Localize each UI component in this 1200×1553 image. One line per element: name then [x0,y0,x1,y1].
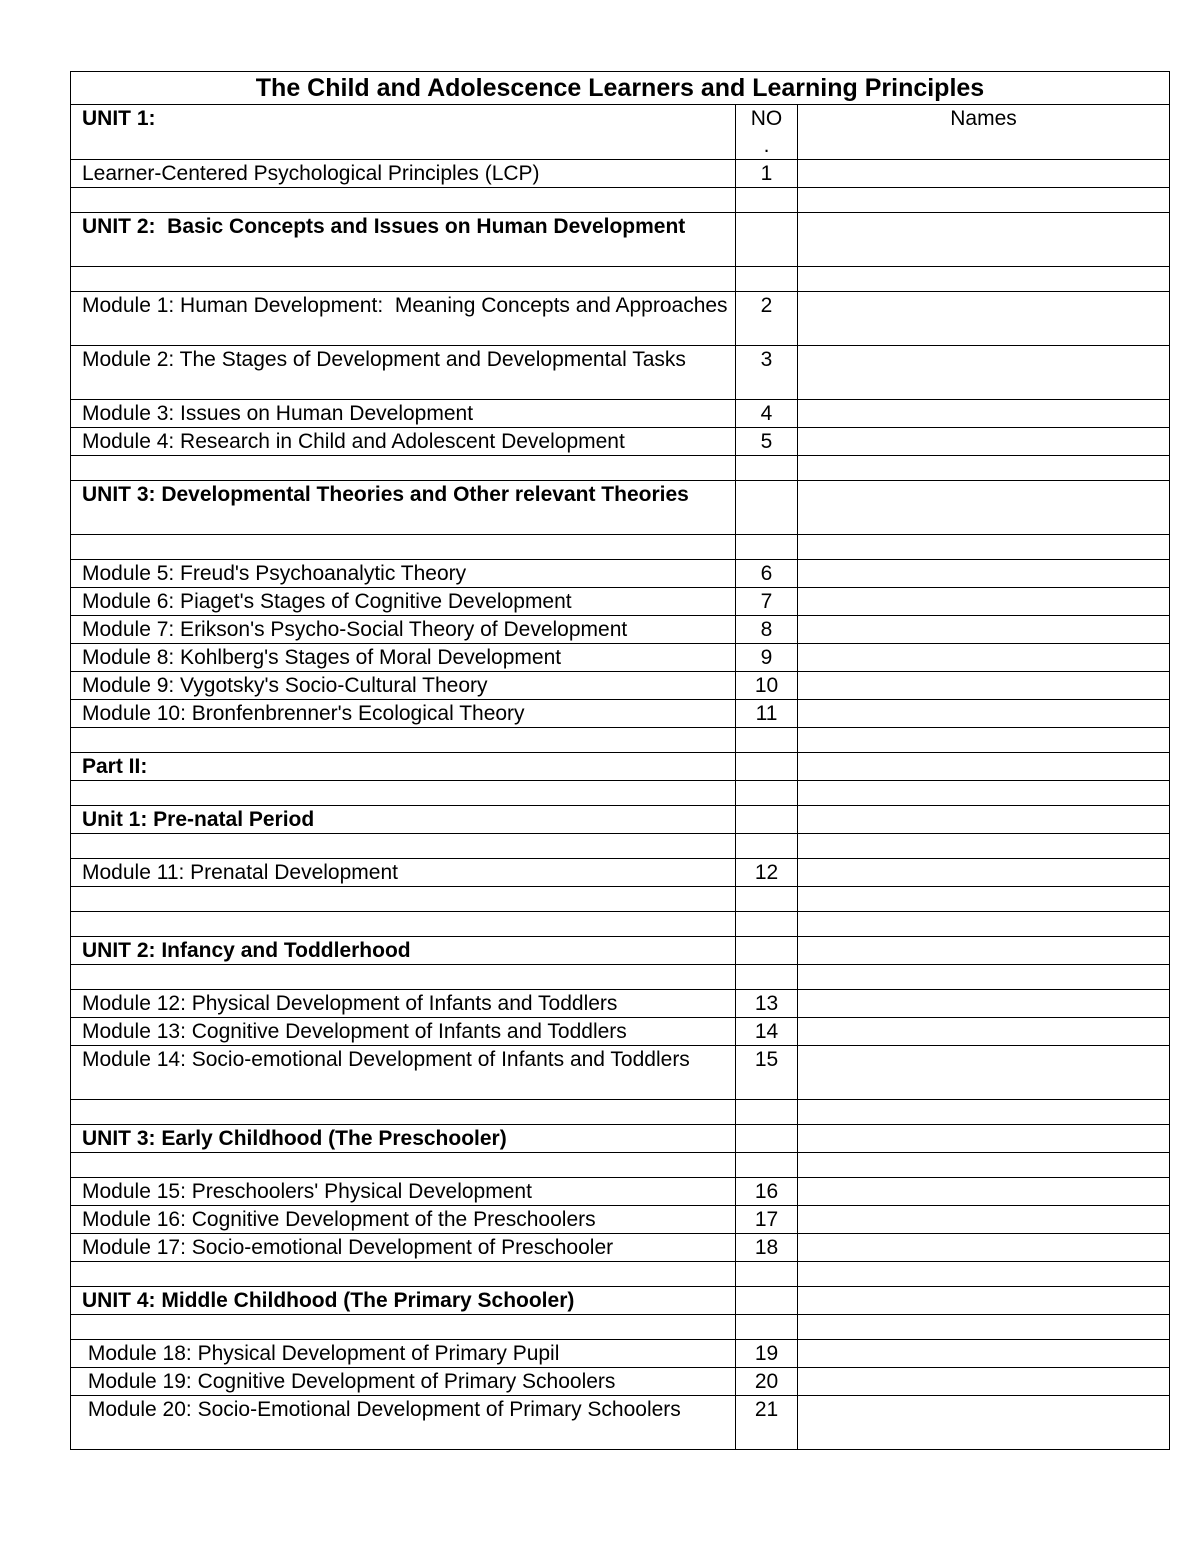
header-row [71,105,1170,160]
number-cell: 6 [736,560,798,588]
number-cell: 20 [736,1368,798,1396]
names-cell[interactable] [798,644,1170,672]
number-cell [736,753,798,781]
names-cell[interactable] [798,1153,1170,1178]
topic-cell [71,834,736,859]
table-row [71,616,1170,644]
table-row [71,400,1170,428]
number-cell [736,1287,798,1315]
topic-cell: Module 4: Research in Child and Adolescent Development [71,428,736,456]
topic-cell: Module 2: The Stages of Development and Developmental Tasks [71,346,736,400]
topic-cell: Module 12: Physical Development of Infants and Toddlers [71,990,736,1018]
topic-cell [71,912,736,937]
number-cell [736,937,798,965]
number-cell [736,267,798,292]
number-cell [736,887,798,912]
section-heading: UNIT 2: Basic Concepts and Issues on Human Development [71,213,736,267]
number-cell [736,481,798,535]
number-cell [736,456,798,481]
topic-cell [71,1315,736,1340]
number-cell [736,912,798,937]
topic-cell [71,728,736,753]
table-row [71,346,1170,400]
table-row [71,1262,1170,1287]
module-assignment-table [70,71,1170,1450]
names-cell[interactable] [798,834,1170,859]
section-heading: UNIT 3: Developmental Theories and Other relevant Theories [71,481,736,535]
number-cell [736,965,798,990]
names-cell[interactable] [798,535,1170,560]
table-row [71,267,1170,292]
topic-cell: Learner-Centered Psychological Principles (LCP) [71,160,736,188]
table-row [71,644,1170,672]
names-cell[interactable] [798,616,1170,644]
topic-cell: Module 19: Cognitive Development of Primary Schoolers [71,1368,736,1396]
number-cell: 9 [736,644,798,672]
table-row [71,560,1170,588]
section-heading: UNIT 2: Infancy and Toddlerhood [71,937,736,965]
number-cell [736,535,798,560]
number-cell [736,728,798,753]
number-cell: 14 [736,1018,798,1046]
number-cell: 4 [736,400,798,428]
number-cell: 16 [736,1178,798,1206]
table-row [71,1018,1170,1046]
header-names: Names [798,105,1170,160]
table-row [71,1340,1170,1368]
table-row [71,1287,1170,1315]
topic-cell [71,887,736,912]
number-cell [736,781,798,806]
table-row [71,1396,1170,1450]
topic-cell [71,1100,736,1125]
names-cell[interactable] [798,990,1170,1018]
table-row [71,728,1170,753]
table-row [71,481,1170,535]
number-cell: 12 [736,859,798,887]
names-cell[interactable] [798,1315,1170,1340]
table-row [71,160,1170,188]
topic-cell [71,535,736,560]
names-cell[interactable] [798,859,1170,887]
table-row [71,806,1170,834]
table-row [71,965,1170,990]
names-cell[interactable] [798,1206,1170,1234]
names-cell[interactable] [798,728,1170,753]
names-cell[interactable] [798,292,1170,346]
number-cell: 21 [736,1396,798,1450]
number-cell [736,188,798,213]
table-row [71,937,1170,965]
topic-cell: Module 10: Bronfenbrenner's Ecological Theory [71,700,736,728]
names-cell[interactable] [798,672,1170,700]
names-cell[interactable] [798,560,1170,588]
section-heading: UNIT 3: Early Childhood (The Preschooler) [71,1125,736,1153]
names-cell[interactable] [798,213,1170,267]
section-heading: UNIT 4: Middle Childhood (The Primary Schooler) [71,1287,736,1315]
topic-cell: Module 1: Human Development: Meaning Concepts and Approaches [71,292,736,346]
section-heading: Part II: [71,753,736,781]
names-cell[interactable] [798,1262,1170,1287]
table-row [71,1125,1170,1153]
number-cell: 8 [736,616,798,644]
table-row [71,456,1170,481]
names-cell[interactable] [798,937,1170,965]
names-cell[interactable] [798,188,1170,213]
table-row [71,753,1170,781]
names-cell[interactable] [798,481,1170,535]
number-cell: 10 [736,672,798,700]
table-row [71,700,1170,728]
table-row [71,1046,1170,1100]
number-cell: 5 [736,428,798,456]
topic-cell [71,781,736,806]
topic-cell: Module 5: Freud's Psychoanalytic Theory [71,560,736,588]
topic-cell: Module 16: Cognitive Development of the Preschoolers [71,1206,736,1234]
table-row [71,1178,1170,1206]
table-row [71,213,1170,267]
number-cell [736,1262,798,1287]
names-cell[interactable] [798,456,1170,481]
names-cell[interactable] [798,267,1170,292]
topic-cell: Module 9: Vygotsky's Socio-Cultural Theory [71,672,736,700]
number-cell [736,1315,798,1340]
names-cell[interactable] [798,1046,1170,1100]
number-cell: 3 [736,346,798,400]
topic-cell [71,456,736,481]
table-row [71,1206,1170,1234]
topic-cell [71,267,736,292]
number-cell: 13 [736,990,798,1018]
topic-cell: Module 8: Kohlberg's Stages of Moral Development [71,644,736,672]
number-cell: 18 [736,1234,798,1262]
names-cell[interactable] [798,781,1170,806]
table-row [71,859,1170,887]
table-row [71,1153,1170,1178]
topic-cell: Module 13: Cognitive Development of Infants and Toddlers [71,1018,736,1046]
table-row [71,428,1170,456]
table-row [71,672,1170,700]
number-cell [736,1153,798,1178]
table-body [71,72,1170,1450]
names-cell[interactable] [798,1125,1170,1153]
number-cell [736,1100,798,1125]
names-cell[interactable] [798,160,1170,188]
number-cell [736,213,798,267]
number-cell: 7 [736,588,798,616]
names-cell[interactable] [798,346,1170,400]
topic-cell [71,188,736,213]
topic-cell: Module 7: Erikson's Psycho-Social Theory of Development [71,616,736,644]
names-cell[interactable] [798,887,1170,912]
names-cell[interactable] [798,965,1170,990]
table-row [71,535,1170,560]
number-cell: 17 [736,1206,798,1234]
names-cell[interactable] [798,1178,1170,1206]
number-cell [736,1125,798,1153]
names-cell[interactable] [798,1018,1170,1046]
header-unit: UNIT 1: [71,105,736,160]
topic-cell: Module 3: Issues on Human Development [71,400,736,428]
names-cell[interactable] [798,806,1170,834]
table-row [71,834,1170,859]
names-cell[interactable] [798,588,1170,616]
names-cell[interactable] [798,1234,1170,1262]
number-cell: 19 [736,1340,798,1368]
topic-cell: Module 15: Preschoolers' Physical Development [71,1178,736,1206]
names-cell[interactable] [798,1100,1170,1125]
header-no: NO . [736,105,798,160]
table-row [71,781,1170,806]
number-cell [736,806,798,834]
table-row [71,1315,1170,1340]
names-cell[interactable] [798,428,1170,456]
table-row [71,292,1170,346]
number-cell: 11 [736,700,798,728]
names-cell[interactable] [798,1396,1170,1450]
names-cell[interactable] [798,753,1170,781]
table-row [71,588,1170,616]
number-cell: 2 [736,292,798,346]
names-cell[interactable] [798,700,1170,728]
document-title: The Child and Adolescence Learners and Learning Principles [71,72,1170,105]
names-cell[interactable] [798,1368,1170,1396]
table-row [71,1100,1170,1125]
section-heading: Unit 1: Pre-natal Period [71,806,736,834]
topic-cell [71,1262,736,1287]
topic-cell: Module 18: Physical Development of Primary Pupil [71,1340,736,1368]
number-cell: 1 [736,160,798,188]
topic-cell: Module 14: Socio-emotional Development of Infants and Toddlers [71,1046,736,1100]
topic-cell [71,965,736,990]
title-row [71,72,1170,105]
topic-cell: Module 11: Prenatal Development [71,859,736,887]
topic-cell [71,1153,736,1178]
names-cell[interactable] [798,1340,1170,1368]
table-row [71,887,1170,912]
table-row [71,188,1170,213]
table-row [71,912,1170,937]
topic-cell: Module 17: Socio-emotional Development of Preschooler [71,1234,736,1262]
topic-cell: Module 20: Socio-Emotional Development of Primary Schoolers [71,1396,736,1450]
names-cell[interactable] [798,1287,1170,1315]
table-row [71,990,1170,1018]
topic-cell: Module 6: Piaget's Stages of Cognitive Development [71,588,736,616]
table-row [71,1368,1170,1396]
number-cell: 15 [736,1046,798,1100]
number-cell [736,834,798,859]
names-cell[interactable] [798,400,1170,428]
names-cell[interactable] [798,912,1170,937]
table-row [71,1234,1170,1262]
